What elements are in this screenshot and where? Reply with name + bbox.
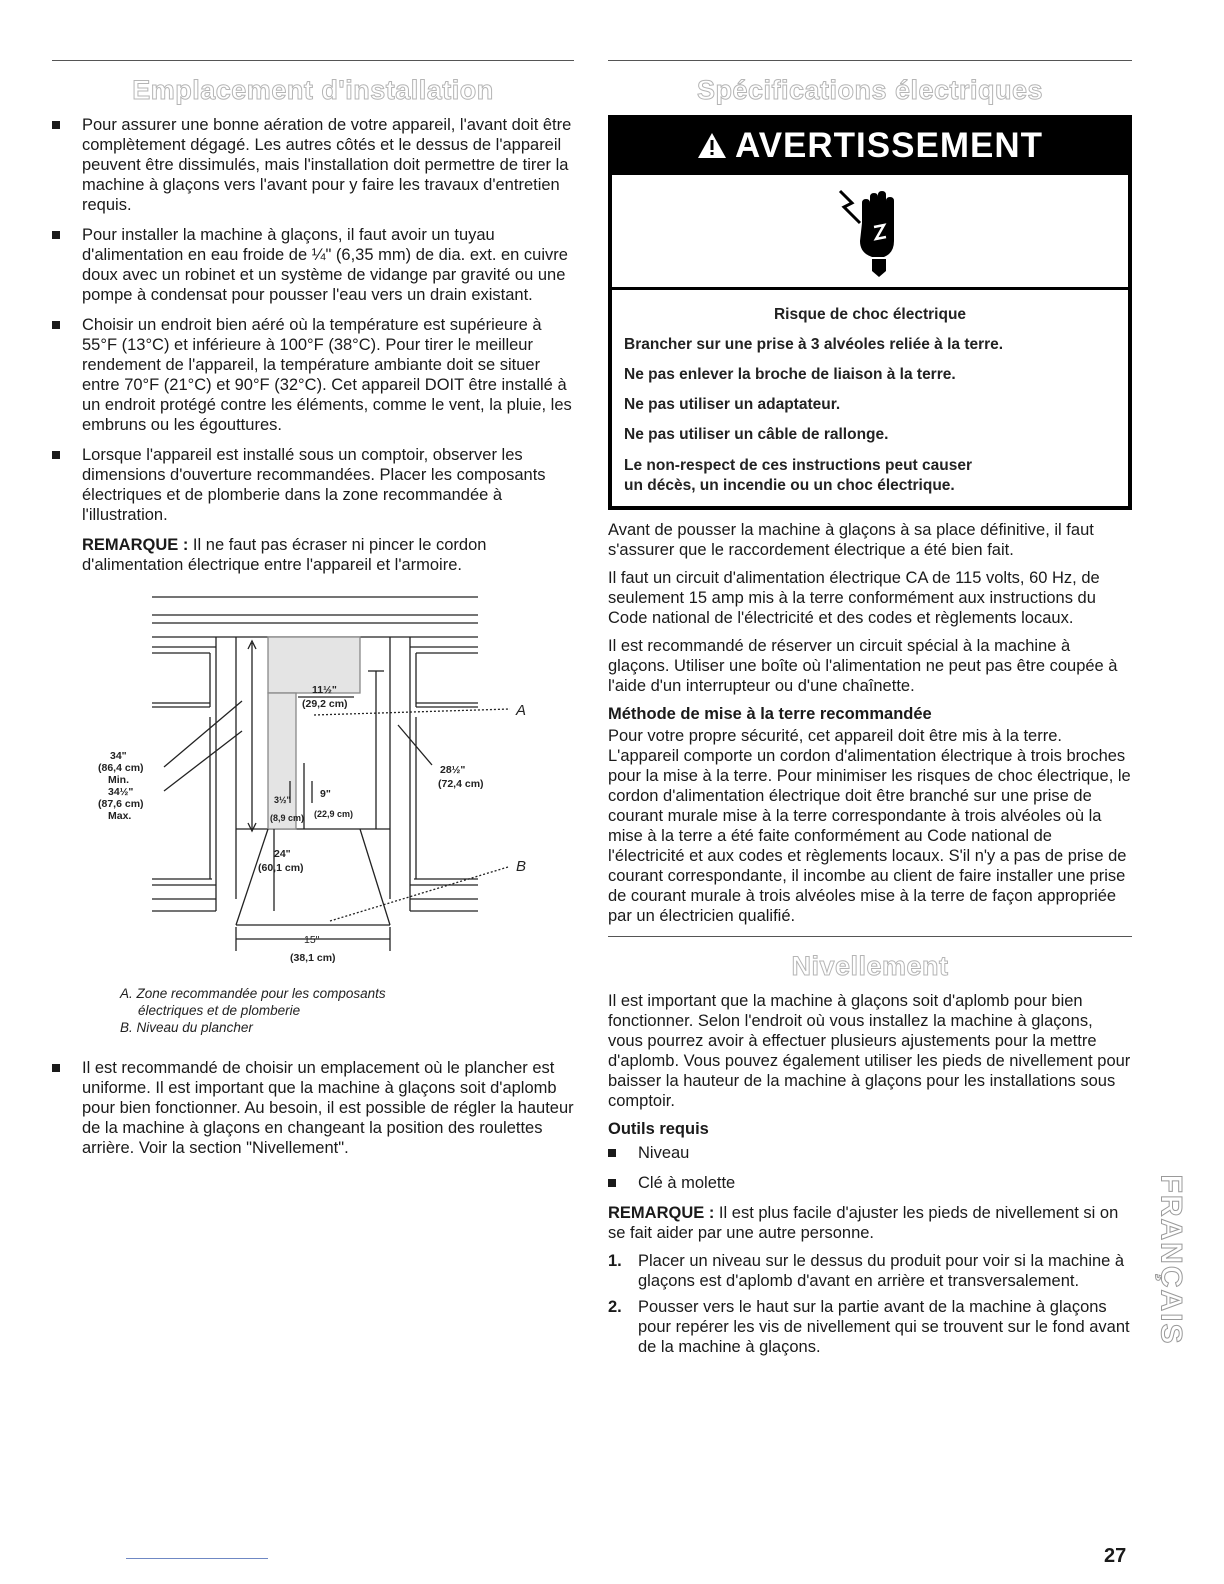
top-rule-left bbox=[52, 60, 574, 61]
note-label: REMARQUE : bbox=[608, 1204, 715, 1222]
warning-triangle-icon bbox=[697, 121, 727, 175]
electrical-body bbox=[608, 520, 1132, 926]
installation-bullets bbox=[52, 115, 574, 525]
dim-11half-label: 11½" bbox=[312, 684, 337, 696]
right-column bbox=[608, 60, 1132, 1363]
language-side-tab bbox=[1150, 1160, 1190, 1360]
dim-34-cm-label: (86,4 cm) bbox=[98, 762, 144, 774]
list-item: Niveau bbox=[608, 1143, 1132, 1163]
leveling-note bbox=[608, 1203, 1132, 1243]
electrical-para: Il faut un circuit d'alimentation électrique CA de 115 volts, 60 Hz, de seulement 15 amp mis à la terre conformément aux instructions du Code national de l'électricité et des codes et règlements locaux. bbox=[608, 569, 1100, 627]
dim-9-label: 9" bbox=[320, 788, 331, 800]
bottom-rule bbox=[126, 1558, 268, 1559]
warning-header bbox=[612, 119, 1128, 175]
grounding-title: Méthode de mise à la terre recommandée bbox=[608, 705, 932, 723]
dim-9-cm-label: (22,9 cm) bbox=[314, 809, 354, 819]
dim-24-label: 24" bbox=[274, 848, 291, 860]
page-number: 27 bbox=[1104, 1545, 1127, 1567]
electrical-para: Avant de pousser la machine à glaçons à sa place définitive, il faut s'assurer que le raccordement électrique a été bien fait. bbox=[608, 521, 1094, 559]
leveling-rule bbox=[608, 936, 1132, 937]
note-text: Il est plus facile d'ajuster les pieds de nivellement si on se fait aider par une autre personne. bbox=[608, 1204, 1119, 1242]
warning-icon-area bbox=[612, 175, 1128, 290]
warning-box bbox=[608, 115, 1132, 510]
leveling-title: Nivellement bbox=[791, 951, 949, 981]
dim-28half-label: 28½" bbox=[440, 764, 466, 776]
tools-title: Outils requis bbox=[608, 1120, 709, 1138]
left-column bbox=[52, 60, 574, 1168]
dim-min-label: Min. bbox=[108, 774, 129, 786]
warning-consequence-1: Le non-respect de ces instructions peut causer bbox=[624, 457, 972, 474]
dim-3half-cm-label: (8,9 cm) bbox=[270, 813, 305, 823]
dim-24-cm-label: (60,1 cm) bbox=[258, 862, 304, 874]
installation-diagram bbox=[52, 585, 574, 985]
tools-list bbox=[608, 1143, 1132, 1193]
warning-text bbox=[612, 290, 1128, 506]
note-text: Il ne faut pas écraser ni pincer le cordon d'alimentation électrique entre l'appareil et l'armoire. bbox=[82, 536, 487, 574]
list-item: Pour assurer une bonne aération de votre appareil, l'avant doit être complètement dégagé. Les autres côtés et le dessus de l'appareil peuvent être dissimulés, mais l'installation doit permettre de tirer la machine à glaçons vers l'avant pour y faire les travaux d'entretien requis. bbox=[52, 115, 574, 215]
list-item: Choisir un endroit bien aéré où la température est supérieure à 55°F (13°C) et inférieure à 100°F (38°C). Pour tirer le meilleur rendement de l'appareil, la température ambiante doit se situer entre 70°F (21°C) et 90°F (32°C). Cet appareil DOIT être installé à un endroit protégé contre les éléments, comme le vent, la pluie, les embruns ou les égouttures. bbox=[52, 315, 574, 435]
step-number: 2. bbox=[608, 1298, 622, 1316]
dim-15-label: 15" bbox=[304, 934, 320, 946]
side-tab-text: FRANÇAIS bbox=[1154, 1174, 1187, 1346]
warning-header-text: AVERTISSEMENT bbox=[735, 126, 1043, 165]
warning-consequence-2: un décès, un incendie ou un choc électrique. bbox=[624, 477, 955, 494]
figure-caption bbox=[120, 985, 574, 1036]
list-item bbox=[608, 1251, 1132, 1291]
electrical-para: Il est recommandé de réserver un circuit spécial à la machine à glaçons. Utiliser une boîte où l'alimentation ne peut pas être coupée à l'aide d'un interrupteur ou d'une chaînette. bbox=[608, 637, 1118, 695]
warning-line: Brancher sur une prise à 3 alvéoles reliée à la terre. bbox=[624, 336, 1004, 353]
floor-bullets bbox=[52, 1058, 574, 1158]
cabinet-diagram bbox=[52, 585, 574, 985]
top-rule-right bbox=[608, 60, 1132, 61]
dim-max-label: Max. bbox=[108, 810, 132, 822]
list-item: Il est recommandé de choisir un emplacement où le plancher est uniforme. Il est important que la machine à glaçons soit d'aplomb pour bien fonctionner. Au besoin, il est possible de régler la hauteur de la machine à glaçons en changeant la position des roulettes arrière. Voir la section "Nivellement". bbox=[52, 1058, 574, 1158]
warning-title: Risque de choc électrique bbox=[773, 306, 967, 323]
caption-a: A. Zone recommandée pour les composants bbox=[120, 986, 386, 1001]
dim-28half-cm-label: (72,4 cm) bbox=[438, 778, 484, 790]
dim-15-cm-label: (38,1 cm) bbox=[290, 952, 336, 964]
list-item: Pour installer la machine à glaçons, il faut avoir un tuyau d'alimentation en eau froide de ¼" (6,35 mm) de dia. ext. en cuivre doux avec un robinet et un système de vidange par gravité ou une pompe à condensat pour pousser l'eau vers un drain existant. bbox=[52, 225, 574, 305]
step-text: Pousser vers le haut sur la partie avant de la machine à glaçons pour repérer les vis de nivellement qui se trouvent sur le fond avant de la machine à glaçons. bbox=[638, 1298, 1130, 1356]
dim-34half-label: 34½" bbox=[108, 786, 134, 798]
dim-34-label: 34" bbox=[110, 750, 127, 762]
list-item: Lorsque l'appareil est installé sous un comptoir, observer les dimensions d'ouverture recommandées. Placer les composants électriques et de plomberie dans la zone recommandée à l'illustration. bbox=[52, 445, 574, 525]
installation-note bbox=[82, 535, 574, 575]
warning-line: Ne pas utiliser un câble de rallonge. bbox=[624, 426, 889, 443]
step-number: 1. bbox=[608, 1252, 622, 1270]
note-label: REMARQUE : bbox=[82, 536, 189, 554]
leveling-steps bbox=[608, 1251, 1132, 1357]
dim-3half-label: 3½" bbox=[274, 795, 291, 805]
dim-34half-cm-label: (87,6 cm) bbox=[98, 798, 144, 810]
leveling-text: Il est important que la machine à glaçons soit d'aplomb pour bien fonctionner. Selon l'endroit où vous installez la machine à glaçons, vous pourrez avoir à effectuer plusieurs ajustements pour la mettre d'aplomb. Vous pouvez également utiliser les pieds de nivellement pour baisser la hauteur de la machine à glaçons pour les installations sous comptoir. bbox=[608, 992, 1131, 1110]
electric-shock-hand-icon bbox=[838, 187, 908, 277]
grounding-text: Pour votre propre sécurité, cet appareil doit être mis à la terre. L'appareil comporte un cordon d'alimentation électrique à trois broches pour la mise à la terre. Pour minimiser les risques de choc électrique, le cordon d'alimentation électrique doit être branché sur une prise de courant murale mise à la terre correspondante à trois alvéoles où la mise à la terre a été faite conformément au Code national de l'électricité et aux codes et règlements locaux. S'il n'y a pas de prise de courant correspondante, il incombe au client de faire installer une prise de courant murale à trois alvéoles mise à la terre de façon appropriée par un électricien qualifié. bbox=[608, 727, 1131, 925]
installation-title: Emplacement d'installation bbox=[132, 75, 494, 105]
warning-line: Ne pas utiliser un adaptateur. bbox=[624, 396, 841, 413]
list-item: Clé à molette bbox=[608, 1173, 1132, 1193]
list-item bbox=[608, 1297, 1132, 1357]
dim-11half-cm-label: (29,2 cm) bbox=[302, 698, 348, 710]
electrical-title: Spécifications électriques bbox=[696, 75, 1044, 105]
step-text: Placer un niveau sur le dessus du produit pour voir si la machine à glaçons est d'aplomb d'avant en arrière et transversalement. bbox=[638, 1252, 1125, 1290]
caption-a-cont: électriques et de plomberie bbox=[138, 1003, 301, 1018]
label-b: B bbox=[516, 858, 527, 875]
warning-line: Ne pas enlever la broche de liaison à la terre. bbox=[624, 366, 956, 383]
caption-b: B. Niveau du plancher bbox=[120, 1020, 253, 1035]
label-a: A bbox=[516, 702, 527, 719]
